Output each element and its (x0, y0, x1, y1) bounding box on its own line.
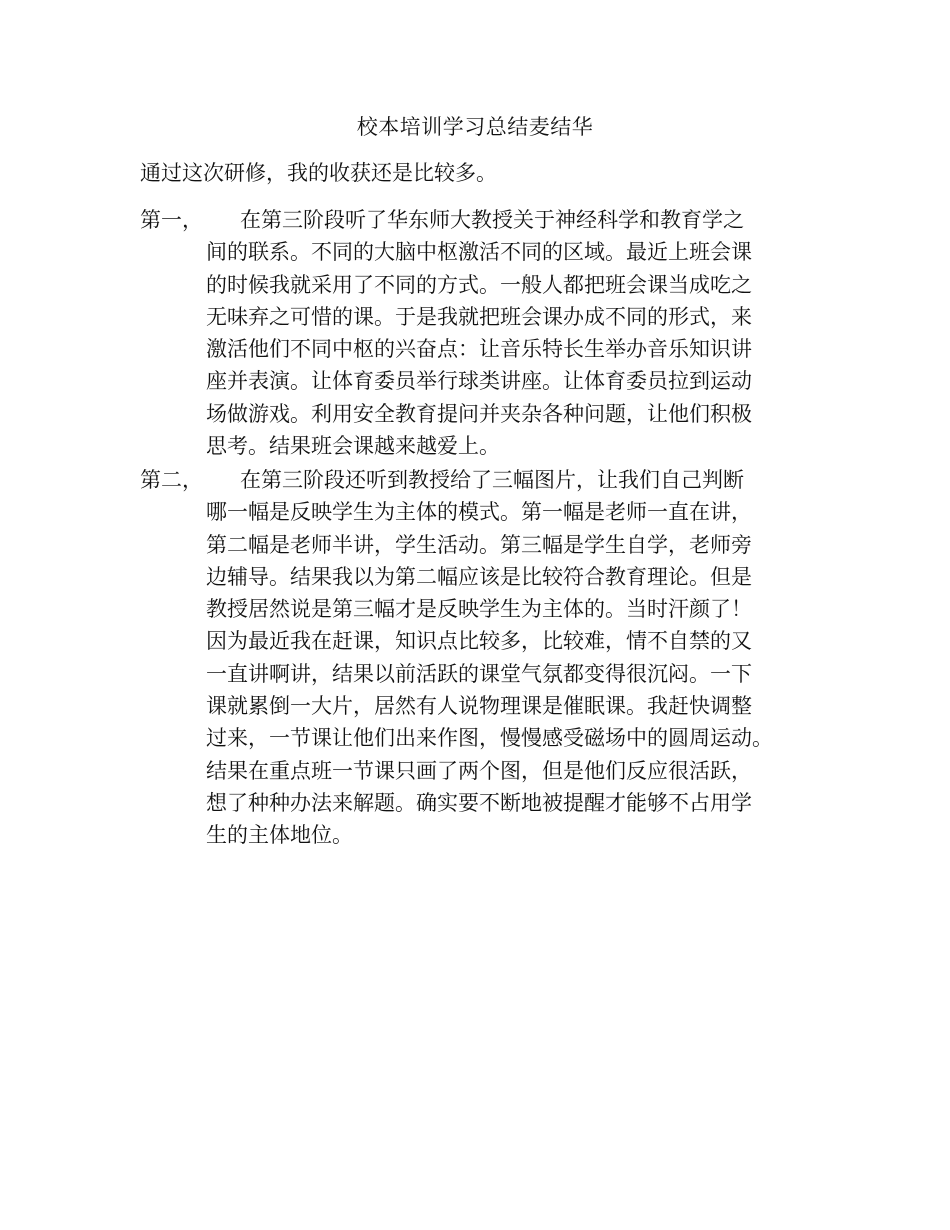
paragraph-line: 结果在重点班一节课只画了两个图，但是他们反应很活跃， (206, 758, 752, 783)
paragraph-line: 无味弃之可惜的课。于是我就把班会课办成不同的形式，来 (206, 304, 752, 329)
paragraph-line: 过来，一节课让他们出来作图，慢慢感受磁场中的圆周运动。 (206, 726, 773, 751)
paragraph-line: 一直讲啊讲，结果以前活跃的课堂气氛都变得很沉闷。一下 (206, 661, 752, 686)
paragraph-line: 在第三阶段听了华东师大教授关于神经科学和教育学之 (240, 208, 744, 232)
paragraph-line: 课就累倒一大片，居然有人说物理课是催眠课。我赶快调整 (206, 694, 752, 719)
paragraph-line: 在第三阶段还听到教授给了三幅图片，让我们自己判断 (240, 468, 744, 492)
intro-paragraph: 通过这次研修，我的收获还是比较多。 (140, 161, 497, 185)
section-marker: 第一， (140, 208, 203, 232)
paragraph-line: 座并表演。让体育委员举行球类讲座。让体育委员拉到运动 (206, 369, 752, 394)
paragraph-line: 间的联系。不同的大脑中枢激活不同的区域。最近上班会课 (206, 240, 752, 265)
paragraph-line: 想了种种办法来解题。确实要不断地被提醒才能够不占用学 (206, 790, 752, 815)
document-title: 校本培训学习总结麦结华 (356, 115, 594, 139)
paragraph-line: 思考。结果班会课越来越爱上。 (206, 434, 500, 459)
paragraph-line: 因为最近我在赶课，知识点比较多，比较难，情不自禁的又 (206, 629, 752, 654)
paragraph-line: 哪一幅是反映学生为主体的模式。第一幅是老师一直在讲， (206, 500, 752, 525)
section-body (206, 204, 846, 462)
section-body (206, 464, 846, 852)
paragraph-line: 生的主体地位。 (206, 823, 353, 848)
paragraph-line: 第二幅是老师半讲，学生活动。第三幅是学生自学，老师旁 (206, 532, 752, 557)
paragraph-line: 的时候我就采用了不同的方式。一般人都把班会课当成吃之 (206, 272, 752, 297)
paragraph-line: 场做游戏。利用安全教育提问并夹杂各种问题，让他们积极 (206, 401, 752, 426)
paragraph-line: 边辅导。结果我以为第二幅应该是比较符合教育理论。但是 (206, 564, 752, 589)
paragraph-line: 激活他们不同中枢的兴奋点：让音乐特长生举办音乐知识讲 (206, 337, 752, 362)
paragraph-line: 教授居然说是第三幅才是反映学生为主体的。当时汗颜了！ (206, 597, 752, 622)
section-marker: 第二， (140, 468, 203, 492)
